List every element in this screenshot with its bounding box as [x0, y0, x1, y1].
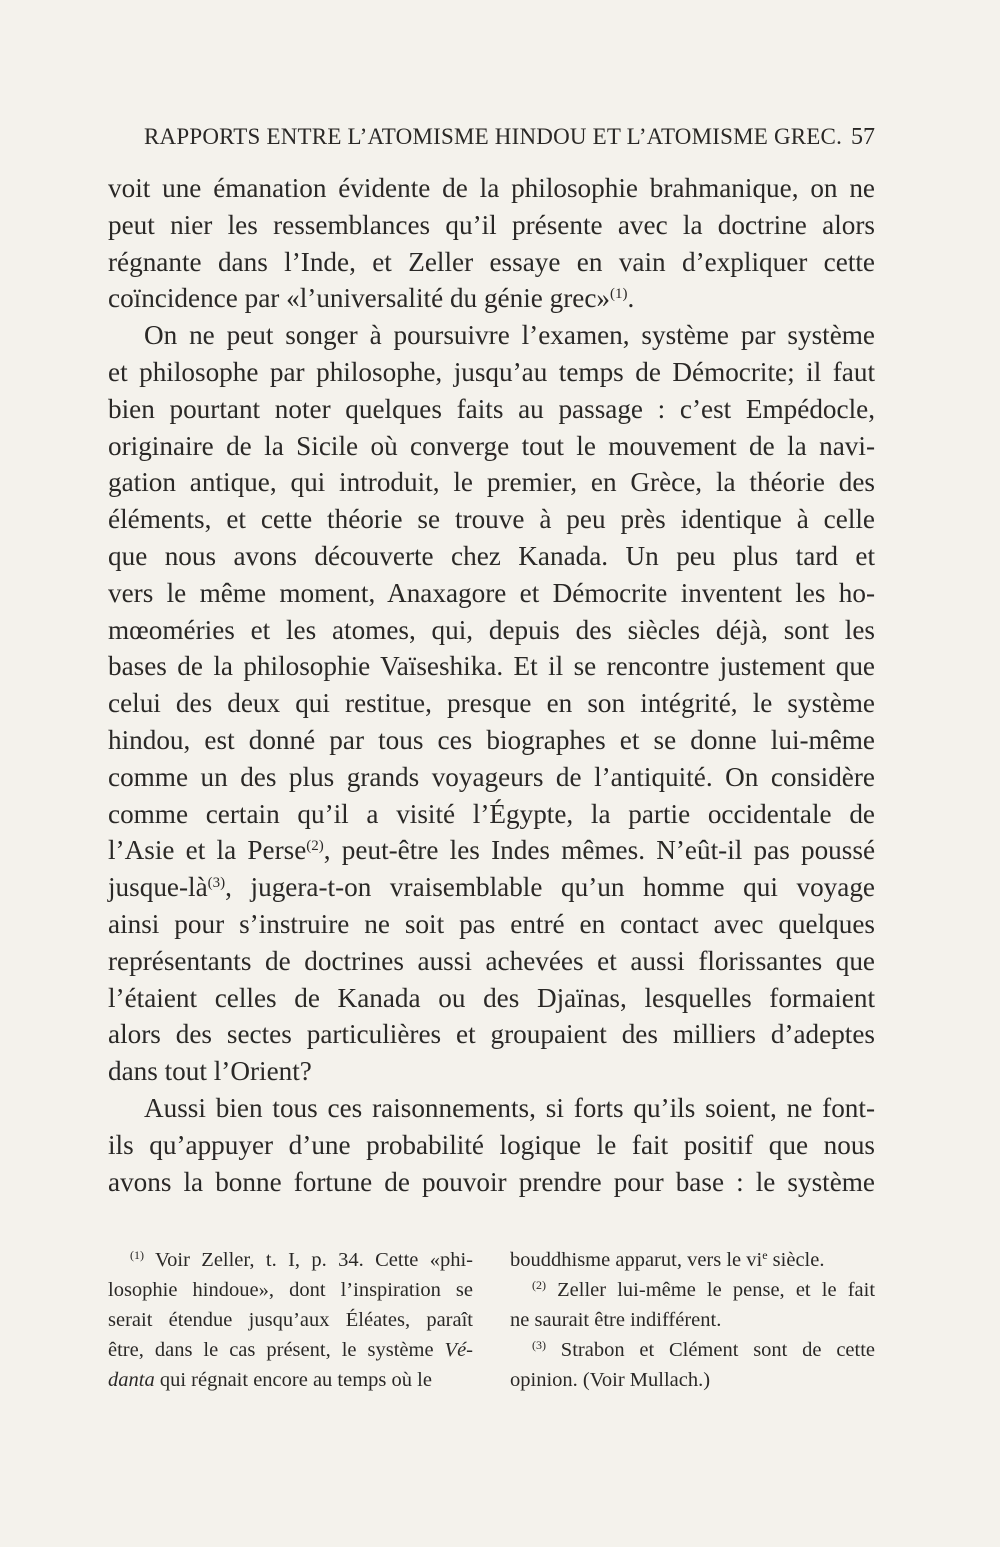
text-line: vers le même moment, Anaxagore et Démocrite inventent les ho- — [108, 577, 875, 608]
page-number: 57 — [851, 124, 875, 150]
text-fragment: être, dans le cas présent, le système — [108, 1339, 445, 1361]
text-line: que nous avons découverte chez Kanada. Un peu plus tard et — [108, 540, 875, 571]
text-line: celui des deux qui restitue, presque en son intégrité, le système — [108, 688, 875, 719]
footnote-line: serait étendue jusqu’aux Éléates, paraît — [108, 1309, 473, 1331]
text-line — [108, 280, 875, 317]
footnote-line: opinion. (Voir Mullach.) — [510, 1369, 711, 1391]
text-fragment: Voir Zeller, t. I, p. 34. Cette «phi- — [155, 1249, 473, 1271]
footnote-marker: (3) — [532, 1338, 546, 1352]
footnote-column-right — [510, 1245, 875, 1395]
text-line: ainsi pour s’instruire ne soit pas entré en contact avec quelques — [108, 908, 875, 939]
footnote-line — [108, 1335, 473, 1365]
running-head — [108, 118, 875, 158]
text-fragment: bouddhisme apparut, vers le vi — [510, 1249, 763, 1271]
text-fragment: siècle. — [767, 1249, 825, 1271]
text-line: alors des sectes particulières et groupaient des milliers d’adeptes — [108, 1019, 875, 1050]
text-line: comme certain qu’il a visité l’Égypte, la partie occidentale de — [108, 798, 875, 829]
text-line: représentants de doctrines aussi achevées et aussi florissantes que — [108, 945, 875, 976]
text-line: bases de la philosophie Vaïseshika. Et il se rencontre justement que — [108, 651, 875, 682]
footnote-line — [510, 1335, 875, 1365]
text-line: gation antique, qui introduit, le premier, en Grèce, la théorie des — [108, 467, 875, 498]
text-line: comme un des plus grands voyageurs de l’antiquité. On considère — [108, 761, 875, 792]
text-fragment-italic: Vé- — [444, 1339, 473, 1361]
footnote-reference: (1) — [610, 286, 628, 303]
text-line: voit une émanation évidente de la philosophie brahmanique, on ne — [108, 173, 875, 203]
text-fragment: jusque-là — [108, 872, 208, 903]
text-fragment: coïncidence par «l’universalité du génie grec» — [108, 283, 610, 314]
text-line: ils qu’appuyer d’une probabilité logique le fait positif que nous — [108, 1129, 875, 1160]
text-fragment: , jugera-t-on vraisemblable qu’un homme qui voyage — [225, 872, 875, 903]
footnote-line — [510, 1245, 875, 1275]
text-line: éléments, et cette théorie se trouve à peu près identique à celle — [108, 504, 875, 535]
text-line: hindou, est donné par tous ces biographes et se donne lui-même — [108, 724, 875, 755]
footnote-line — [108, 1365, 473, 1395]
text-fragment: Zeller lui-même le pense, et le fait — [557, 1279, 876, 1301]
footnote-line: ne saurait être indifférent. — [510, 1309, 722, 1331]
footnote-marker: (1) — [130, 1248, 144, 1262]
footnote-reference: (2) — [306, 838, 324, 855]
text-fragment: qui régnait encore au temps où le — [154, 1369, 432, 1391]
text-line: On ne peut songer à poursuivre l’examen, système par système — [144, 320, 875, 351]
text-line: avons la bonne fortune de pouvoir prendre pour base : le système — [108, 1166, 875, 1197]
footnote-column-left — [108, 1245, 473, 1395]
footnote-line — [108, 1245, 473, 1275]
running-title: RAPPORTS ENTRE L’ATOMISME HINDOU ET L’ATOMISME GREC. — [144, 124, 843, 149]
body-text — [108, 170, 875, 1200]
text-line: peut nier les ressemblances qu’il présente avec la doctrine alors — [108, 209, 875, 240]
text-line: et philosophe par philosophe, jusqu’au temps de Démocrite; il faut — [108, 356, 875, 387]
footnote-line — [510, 1275, 875, 1305]
footnote-reference: (3) — [207, 875, 226, 892]
text-fragment: , peut-être les Indes mêmes. N’eût-il pas poussé — [323, 835, 876, 866]
text-fragment: l’Asie et la Perse — [108, 835, 307, 866]
text-fragment-italic: danta — [108, 1369, 155, 1391]
text-line: régnante dans l’Inde, et Zeller essaye en vain d’expliquer cette — [108, 246, 875, 277]
superscript: e — [762, 1248, 768, 1262]
text-line: bien pourtant noter quelques faits au passage : c’est Empédocle, — [108, 393, 875, 424]
text-line: dans tout l’Orient? — [108, 1056, 312, 1087]
footnote-line: losophie hindoue», dont l’inspiration se — [108, 1279, 473, 1301]
text-fragment: . — [627, 283, 635, 314]
text-line — [108, 869, 875, 906]
text-line: l’étaient celles de Kanada ou des Djaïnas, lesquelles formaient — [108, 982, 875, 1013]
footnote-marker: (2) — [532, 1278, 546, 1292]
text-line: originaire de la Sicile où converge tout le mouvement de la navi- — [108, 430, 875, 461]
text-line — [108, 832, 875, 869]
text-line: Aussi bien tous ces raisonnements, si forts qu’ils soient, ne font- — [144, 1092, 875, 1123]
text-fragment: Strabon et Clément sont de cette — [560, 1339, 876, 1361]
book-page — [108, 118, 876, 1391]
text-line: mœoméries et les atomes, qui, depuis des siècles déjà, sont les — [108, 614, 875, 645]
